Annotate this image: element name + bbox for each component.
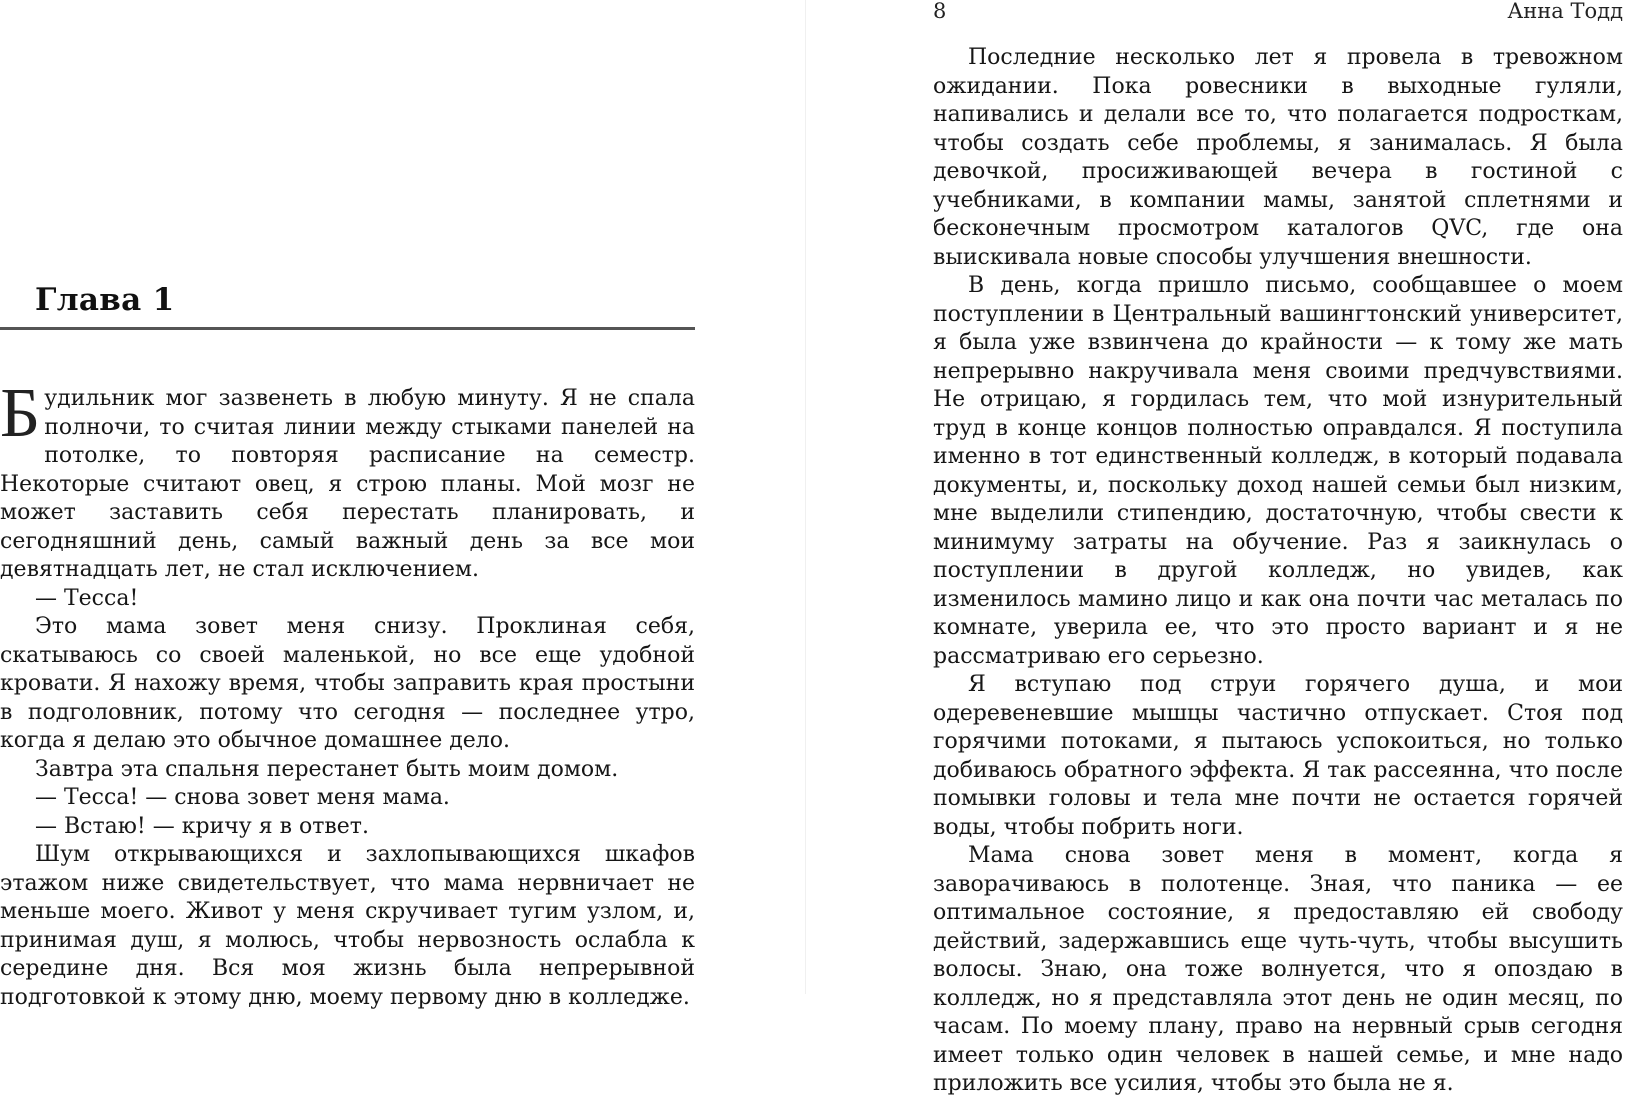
drop-cap: Б — [0, 375, 41, 452]
paragraph: Мама снова зовет меня в момент, когда я заворачиваюсь в полотенце. Зная, что паника — ее оптимальное состояние, я предоставляю ей свободу действий, задержавшись еще чуть-чуть, чтобы высушить волосы. Знаю, она тоже волнуется, что я опоздаю в колледж, но я представляла этот день не один месяц, по часам. По моему плану, право на нервный срыв сегодня имеет только один человек в нашей семье, и мне надо приложить все усилия, чтобы это была не я. — [933, 843, 1623, 1096]
page-gutter — [805, 0, 806, 994]
paragraph: Завтра эта спальня перестанет быть моим домом. — [35, 756, 619, 782]
paragraph: — Тесса! — [35, 585, 139, 611]
paragraph: В день, когда пришло письмо, сообщавшее о моем поступлении в Центральный вашингтонский университет, я была уже взвинчена до крайности — к тому же мать непрерывно накручивала меня своими предчувствиями. Не отрицаю, я гордилась тем, что мой изнурительный труд в конце концов полностью оправдался. Я поступила именно в тот единственный колледж, в который подавала документы, и, поскольку доход нашей семьи был низким, мне выделили стипендию, достаточную, чтобы свести к минимуму затраты на обучение. Раз я заикнулась о поступлении в другой колледж, но увидев, как изменилось мамино лицо и как она почти час металась по комнате, уверила ее, что это просто вариант и я не рассматриваю его серьезно. — [933, 273, 1623, 669]
paragraph: — Встаю! — кричу я в ответ. — [35, 813, 369, 839]
paragraph — [0, 375, 695, 585]
paragraph: — Тесса! — снова зовет меня мама. — [35, 785, 450, 810]
left-page — [0, 0, 805, 1010]
running-head-author: Анна Тодд — [1507, 0, 1623, 23]
left-page-text — [0, 375, 695, 1012]
chapter-rule — [0, 327, 695, 330]
running-head — [933, 0, 1623, 26]
paragraph: Последние несколько лет я провела в тревожном ожидании. Пока ровесники в выходные гуляли, напивались и делали все то, что полагается подросткам, чтобы создать себе проблемы, я занималась. Я была девочкой, просиживающей вечера в гостиной с учебниками, в компании мамы, занятой сплетнями и бесконечным просмотром каталогов QVC, где она выискивала новые способы улучшения внешности. — [933, 45, 1623, 270]
chapter-title: Глава 1 — [35, 282, 175, 318]
paragraph: Я вступаю под струи горячего душа, и мои одеревеневшие мышцы частично отпускает. Стоя под горячими потоками, я пытаюсь успокоиться, но только добиваюсь обратного эффекта. Я так рассеянна, что после помывки головы и тела мне почти не остается горячей воды, чтобы побрить ноги. — [933, 672, 1623, 840]
right-page-text — [933, 44, 1623, 1099]
paragraph-text: удильник мог зазвенеть в любую минуту. Я не спала полночи, то считая линии между стыками панелей на потолке, то повторяя расписание на семестр. Некоторые считают овец, я строю планы. Мой мозг не может заставить себя перестать планировать, и сегодняшний день, самый важный день за все мои девятнадцать лет, не стал исключением. — [0, 386, 695, 582]
paragraph: Шум открывающихся и захлопывающихся шкафов этажом ниже свидетельствует, что мама нервничает не меньше моего. Живот у меня скручивает тугим узлом, и, принимая душ, я молюсь, чтобы нервозность ослабла к середине дня. Вся моя жизнь была непрерывной подготовкой к этому дню, моему первому дню в колледже. — [0, 842, 695, 1010]
page-number: 8 — [933, 0, 947, 23]
paragraph: Это мама зовет меня снизу. Проклиная себя, скатываюсь со своей маленькой, но все еще удобной кровати. Я нахожу время, чтобы заправить края простыни в подголовник, потому что сегодня — последнее утро, когда я делаю это обычное домашнее дело. — [0, 614, 695, 753]
